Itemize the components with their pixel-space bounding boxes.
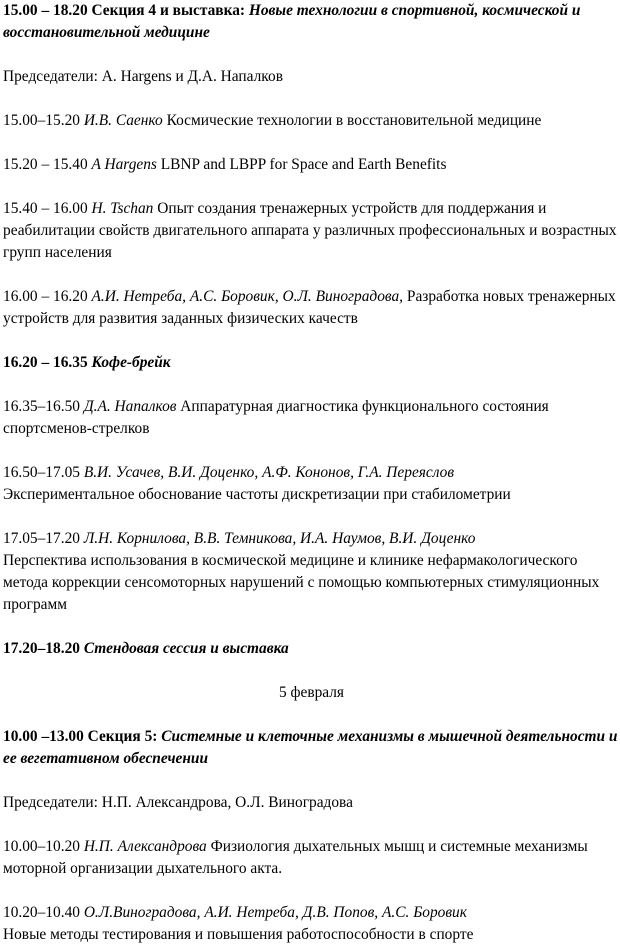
section-name: Секция 5: <box>87 728 162 745</box>
talk-title: Космические технологии в восстановительной медицине <box>162 112 542 129</box>
talk-item <box>3 836 620 880</box>
talk-time: 16.35–16.50 <box>3 398 84 415</box>
section-4-header <box>3 0 620 44</box>
section-title: Новые технологии в спортивной, космической и восстановительной медицине <box>3 2 581 41</box>
talk-authors: А.И. Нетреба, А.С. Боровик, О.Л. Виноградова, <box>91 288 404 305</box>
talk-title: Перспектива использования в космической медицине и клинике нефармакологического метода коррекции сенсомоторных нарушений с помощью компьютерных стимуляционных программ <box>3 552 600 613</box>
talk-authors: H. Tschan <box>91 200 154 217</box>
talk-time: 17.05–17.20 <box>3 530 84 547</box>
coffee-break <box>3 352 620 374</box>
talk-authors: О.Л.Виноградова, А.И. Нетреба, Д.В. Попов, А.С. Боровик <box>83 904 467 921</box>
talk-time: 15.20 – 15.40 <box>3 156 92 173</box>
talk-time: 16.50–17.05 <box>3 464 84 481</box>
poster-session <box>3 638 620 660</box>
talk-item <box>3 462 620 506</box>
talk-title: Новые методы тестирования и повышения работоспособности в спорте <box>3 926 474 943</box>
talk-item <box>3 396 620 440</box>
talk-title: LBNP and LBPP for Space and Earth Benefits <box>156 156 447 173</box>
break-time: 16.20 – 16.35 <box>3 354 92 371</box>
talk-time: 15.40 – 16.00 <box>3 200 92 217</box>
talk-time: 15.00–15.20 <box>3 112 84 129</box>
talk-authors: A Hargens <box>91 156 157 173</box>
talk-item <box>3 902 620 946</box>
break-label: Кофе-брейк <box>91 354 171 371</box>
talk-title: Аппаратурная диагностика функционального состояния спортсменов-стрелков <box>3 398 549 437</box>
talk-title: Разработка новых тренажерных устройств для развития заданных физических качеств <box>3 288 616 327</box>
section-4-chairs: Председатели: A. Hargens и Д.А. Напалков <box>3 68 283 85</box>
poster-time: 17.20–18.20 <box>3 640 84 657</box>
section-5-chairs: Председатели: Н.П. Александрова, О.Л. Виноградова <box>3 794 353 811</box>
talk-authors: В.И. Усачев, В.И. Доценко, А.Ф. Кононов, Г.А. Переяслов <box>83 464 455 481</box>
talk-title: Физиология дыхательных мышц и системные механизмы моторной организации дыхательного акта. <box>3 838 588 877</box>
poster-label: Стендовая сессия и выставка <box>83 640 289 657</box>
section-name: Секция 4 и выставка: <box>91 2 249 19</box>
talk-title: Экспериментальное обоснование частоты дискретизации при стабилометрии <box>3 486 511 503</box>
talk-item <box>3 110 620 132</box>
talk-item <box>3 286 620 330</box>
talk-time: 10.00–10.20 <box>3 838 84 855</box>
talk-authors: Д.А. Напалков <box>83 398 177 415</box>
talk-authors: И.В. Саенко <box>83 112 163 129</box>
day-heading: 5 февраля <box>278 684 345 701</box>
section-5-header <box>3 726 620 770</box>
talk-authors: Н.П. Александрова <box>83 838 207 855</box>
talk-item <box>3 154 620 176</box>
talk-title: Опыт создания тренажерных устройств для поддержания и реабилитации свойств двигательного аппарата у различных профессиональных и возрастных групп населения <box>3 200 617 261</box>
section-time: 10.00 –13.00 <box>3 728 88 745</box>
talk-authors: Л.Н. Корнилова, В.В. Темникова, И.А. Наумов, В.И. Доценко <box>83 530 476 547</box>
section-time: 15.00 – 18.20 <box>3 2 92 19</box>
talk-item <box>3 528 620 616</box>
talk-time: 16.00 – 16.20 <box>3 288 92 305</box>
talk-time: 10.20–10.40 <box>3 904 84 921</box>
talk-item <box>3 198 620 264</box>
section-title: Системные и клеточные механизмы в мышечной деятельности и ее вегетативном обеспечении <box>3 728 618 767</box>
